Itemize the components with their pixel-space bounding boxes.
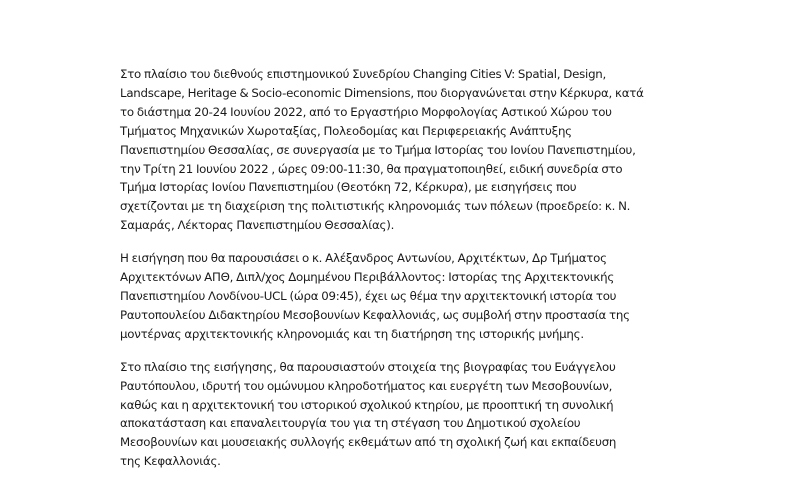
text-line: την Τρίτη 21 Ιουνίου 2022 , ώρες 09:00-11:30, θα πραγματοποιηθεί, ειδική συνεδρία στο <box>120 161 623 176</box>
text-line: Η εισήγηση που θα παρουσιάσει ο κ. Αλέξανδρος Αντωνίου, Αρχιτέκτων, Δρ Τμήματος <box>120 251 607 266</box>
text-line: καθώς και η αρχιτεκτονική του ιστορικού σχολικού κτηρίου, με προοπτική τη συνολική <box>120 397 614 412</box>
text-line: αποκατάσταση και επαναλειτουργία του για τη στέγαση του Δημοτικού σχολείου <box>120 416 581 431</box>
paragraph-conference-intro <box>120 65 680 235</box>
text-line: Ραυτόπουλου, ιδρυτή του ομώνυμου κληροδοτήματος και ευεργέτη των Μεσοβουνίων, <box>120 378 613 393</box>
text-line: Αρχιτεκτόνων ΑΠΘ, Διπλ/χος Δομημένου Περιβάλλοντος: Ιστορίας της Αρχιτεκτονικής <box>120 270 615 285</box>
paragraph-biography <box>120 358 680 471</box>
text-line: της Κεφαλλονιάς. <box>120 454 221 469</box>
text-line: Στο πλαίσιο του διεθνούς επιστημονικού Συνεδρίου Changing Cities V: Spatial, Design, <box>120 67 607 81</box>
paragraph-presentation <box>120 249 680 344</box>
document-body <box>120 65 680 485</box>
text-line: το διάστημα 20-24 Ιουνίου 2022, από το Εργαστήριο Μορφολογίας Αστικού Χώρου του <box>120 104 612 119</box>
text-line: Πανεπιστημίου Λονδίνου-UCL (ώρα 09:45), έχει ως θέμα την αρχιτεκτονική ιστορία του <box>120 288 617 303</box>
text-line: Landscape, Heritage & Socio-economic Dimensions, που διοργανώνεται στην Κέρκυρα, κατά <box>120 85 644 100</box>
text-line: Μεσοβουνίων και μουσειακής συλλογής εκθεμάτων από τη σχολική ζωή και εκπαίδευση <box>120 435 617 450</box>
text-line: Σαμαράς, Λέκτορας Πανεπιστημίου Θεσσαλίας). <box>120 218 395 233</box>
text-line: Πανεπιστημίου Θεσσαλίας, σε συνεργασία με το Τμήμα Ιστορίας του Ιονίου Πανεπιστημίου, <box>120 142 636 157</box>
text-line: Τμήμα Ιστορίας Ιονίου Πανεπιστημίου (Θεοτόκη 72, Κέρκυρα), με εισηγήσεις που <box>120 180 577 195</box>
text-line: Ραυτοπουλείου Διδακτηρίου Μεσοβουνίων Κεφαλλονιάς, ως συμβολή στην προστασία της <box>120 307 630 322</box>
text-line: Τμήματος Μηχανικών Χωροταξίας, Πολεοδομίας και Περιφερειακής Ανάπτυξης <box>120 123 572 138</box>
text-line: Στο πλαίσιο της εισήγησης, θα παρουσιαστούν στοιχεία της βιογραφίας του Ευάγγελου <box>120 359 616 374</box>
text-line: μοντέρνας αρχιτεκτονικής κληρονομιάς και τη διατήρηση της ιστορικής μνήμης. <box>120 326 584 341</box>
text-line: σχετίζονται με τη διαχείριση της πολιτιστικής κληρονομιάς των πόλεων (προεδρείο: κ. Ν. <box>120 199 631 214</box>
